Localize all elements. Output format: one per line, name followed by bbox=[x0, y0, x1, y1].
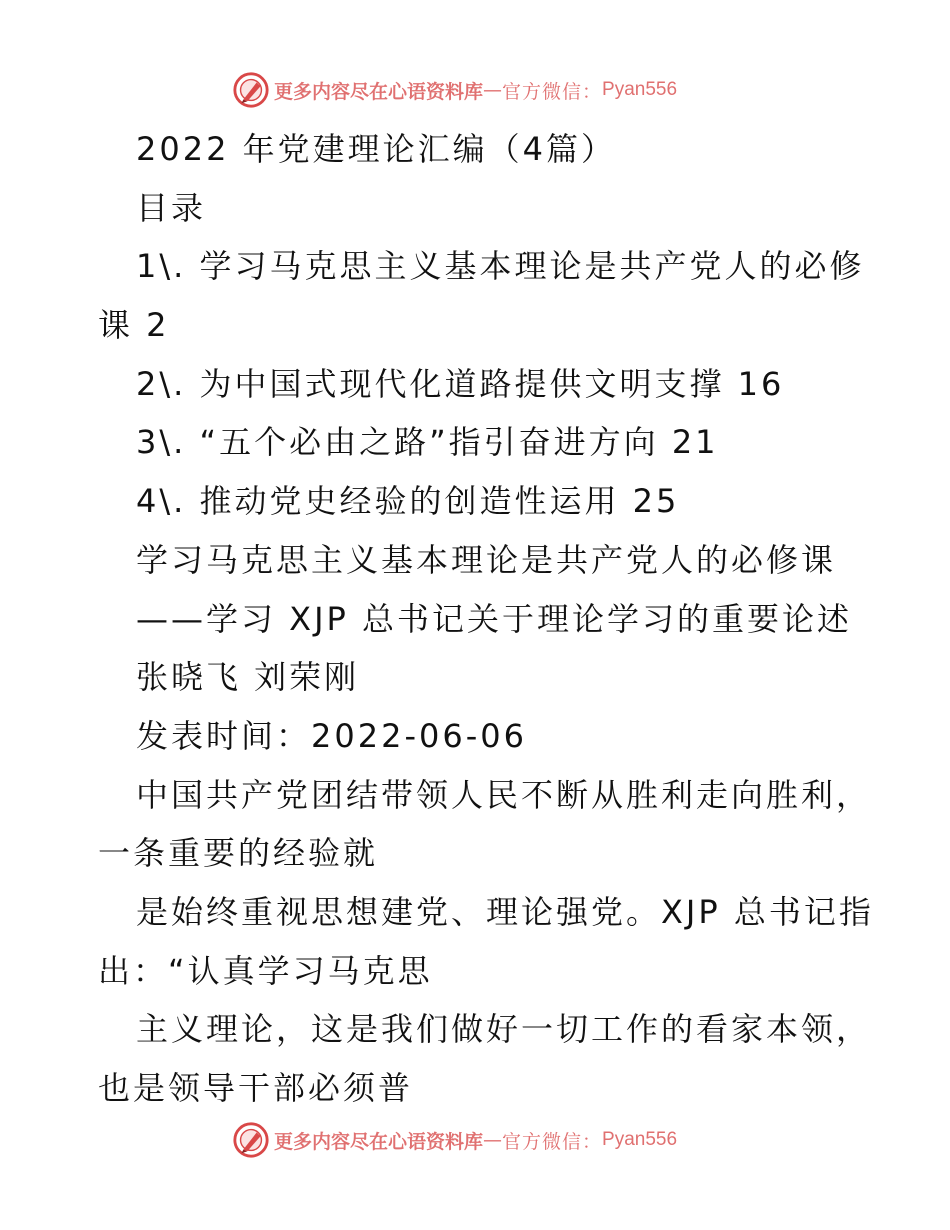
toc-heading: 目录 bbox=[136, 188, 207, 227]
paragraph-2-line-1: 是始终重视思想建党、理论强党。XJP 总书记指 bbox=[136, 892, 874, 931]
pen-logo-icon bbox=[232, 71, 270, 109]
paragraph-1-line-2: 一条重要的经验就 bbox=[98, 834, 379, 873]
toc-item-3: 3\. “五个必由之路”指引奋进方向 21 bbox=[136, 423, 719, 462]
publish-time: 发表时间：2022-06-06 bbox=[136, 716, 527, 755]
watermark-wechat-id: Pyan556 bbox=[602, 79, 678, 100]
paragraph-3-line-2: 也是领导干部必须普 bbox=[98, 1069, 414, 1107]
toc-item-4: 4\. 推动党史经验的创造性运用 25 bbox=[136, 482, 680, 521]
watermark-dash: — bbox=[483, 79, 503, 101]
watermark-wechat-id: Pyan556 bbox=[602, 1129, 678, 1150]
document-body bbox=[98, 120, 874, 1118]
watermark-header bbox=[232, 70, 752, 110]
article-authors: 张晓飞 刘荣刚 bbox=[136, 658, 360, 697]
paragraph-1-line-1: 中国共产党团结带领人民不断从胜利走向胜利， bbox=[136, 775, 872, 814]
document-title: 2022 年党建理论汇编（4篇） bbox=[136, 130, 616, 168]
watermark-text: 更多内容尽在心语资料库 bbox=[274, 80, 484, 103]
watermark-dash: — bbox=[483, 1129, 503, 1151]
paragraph-3-line-1: 主义理论，这是我们做好一切工作的看家本领， bbox=[136, 1010, 872, 1049]
toc-item-1-continuation: 课 2 bbox=[98, 306, 170, 345]
pen-logo-icon bbox=[232, 1121, 270, 1159]
toc-item-2: 2\. 为中国式现代化道路提供文明支撑 16 bbox=[136, 364, 785, 403]
watermark-wechat-label: 官方微信： bbox=[502, 80, 603, 103]
article-subtitle: ——学习 XJP 总书记关于理论学习的重要论述 bbox=[136, 599, 853, 638]
paragraph-2-line-2: 出：“认真学习马克思 bbox=[98, 951, 433, 990]
watermark-text: 更多内容尽在心语资料库 bbox=[274, 1130, 484, 1153]
watermark-footer bbox=[232, 1120, 752, 1160]
toc-item-1: 1\. 学习马克思主义基本理论是共产党人的必修 bbox=[136, 247, 865, 286]
watermark-wechat-label: 官方微信： bbox=[502, 1130, 603, 1153]
article-title: 学习马克思主义基本理论是共产党人的必修课 bbox=[136, 540, 837, 579]
